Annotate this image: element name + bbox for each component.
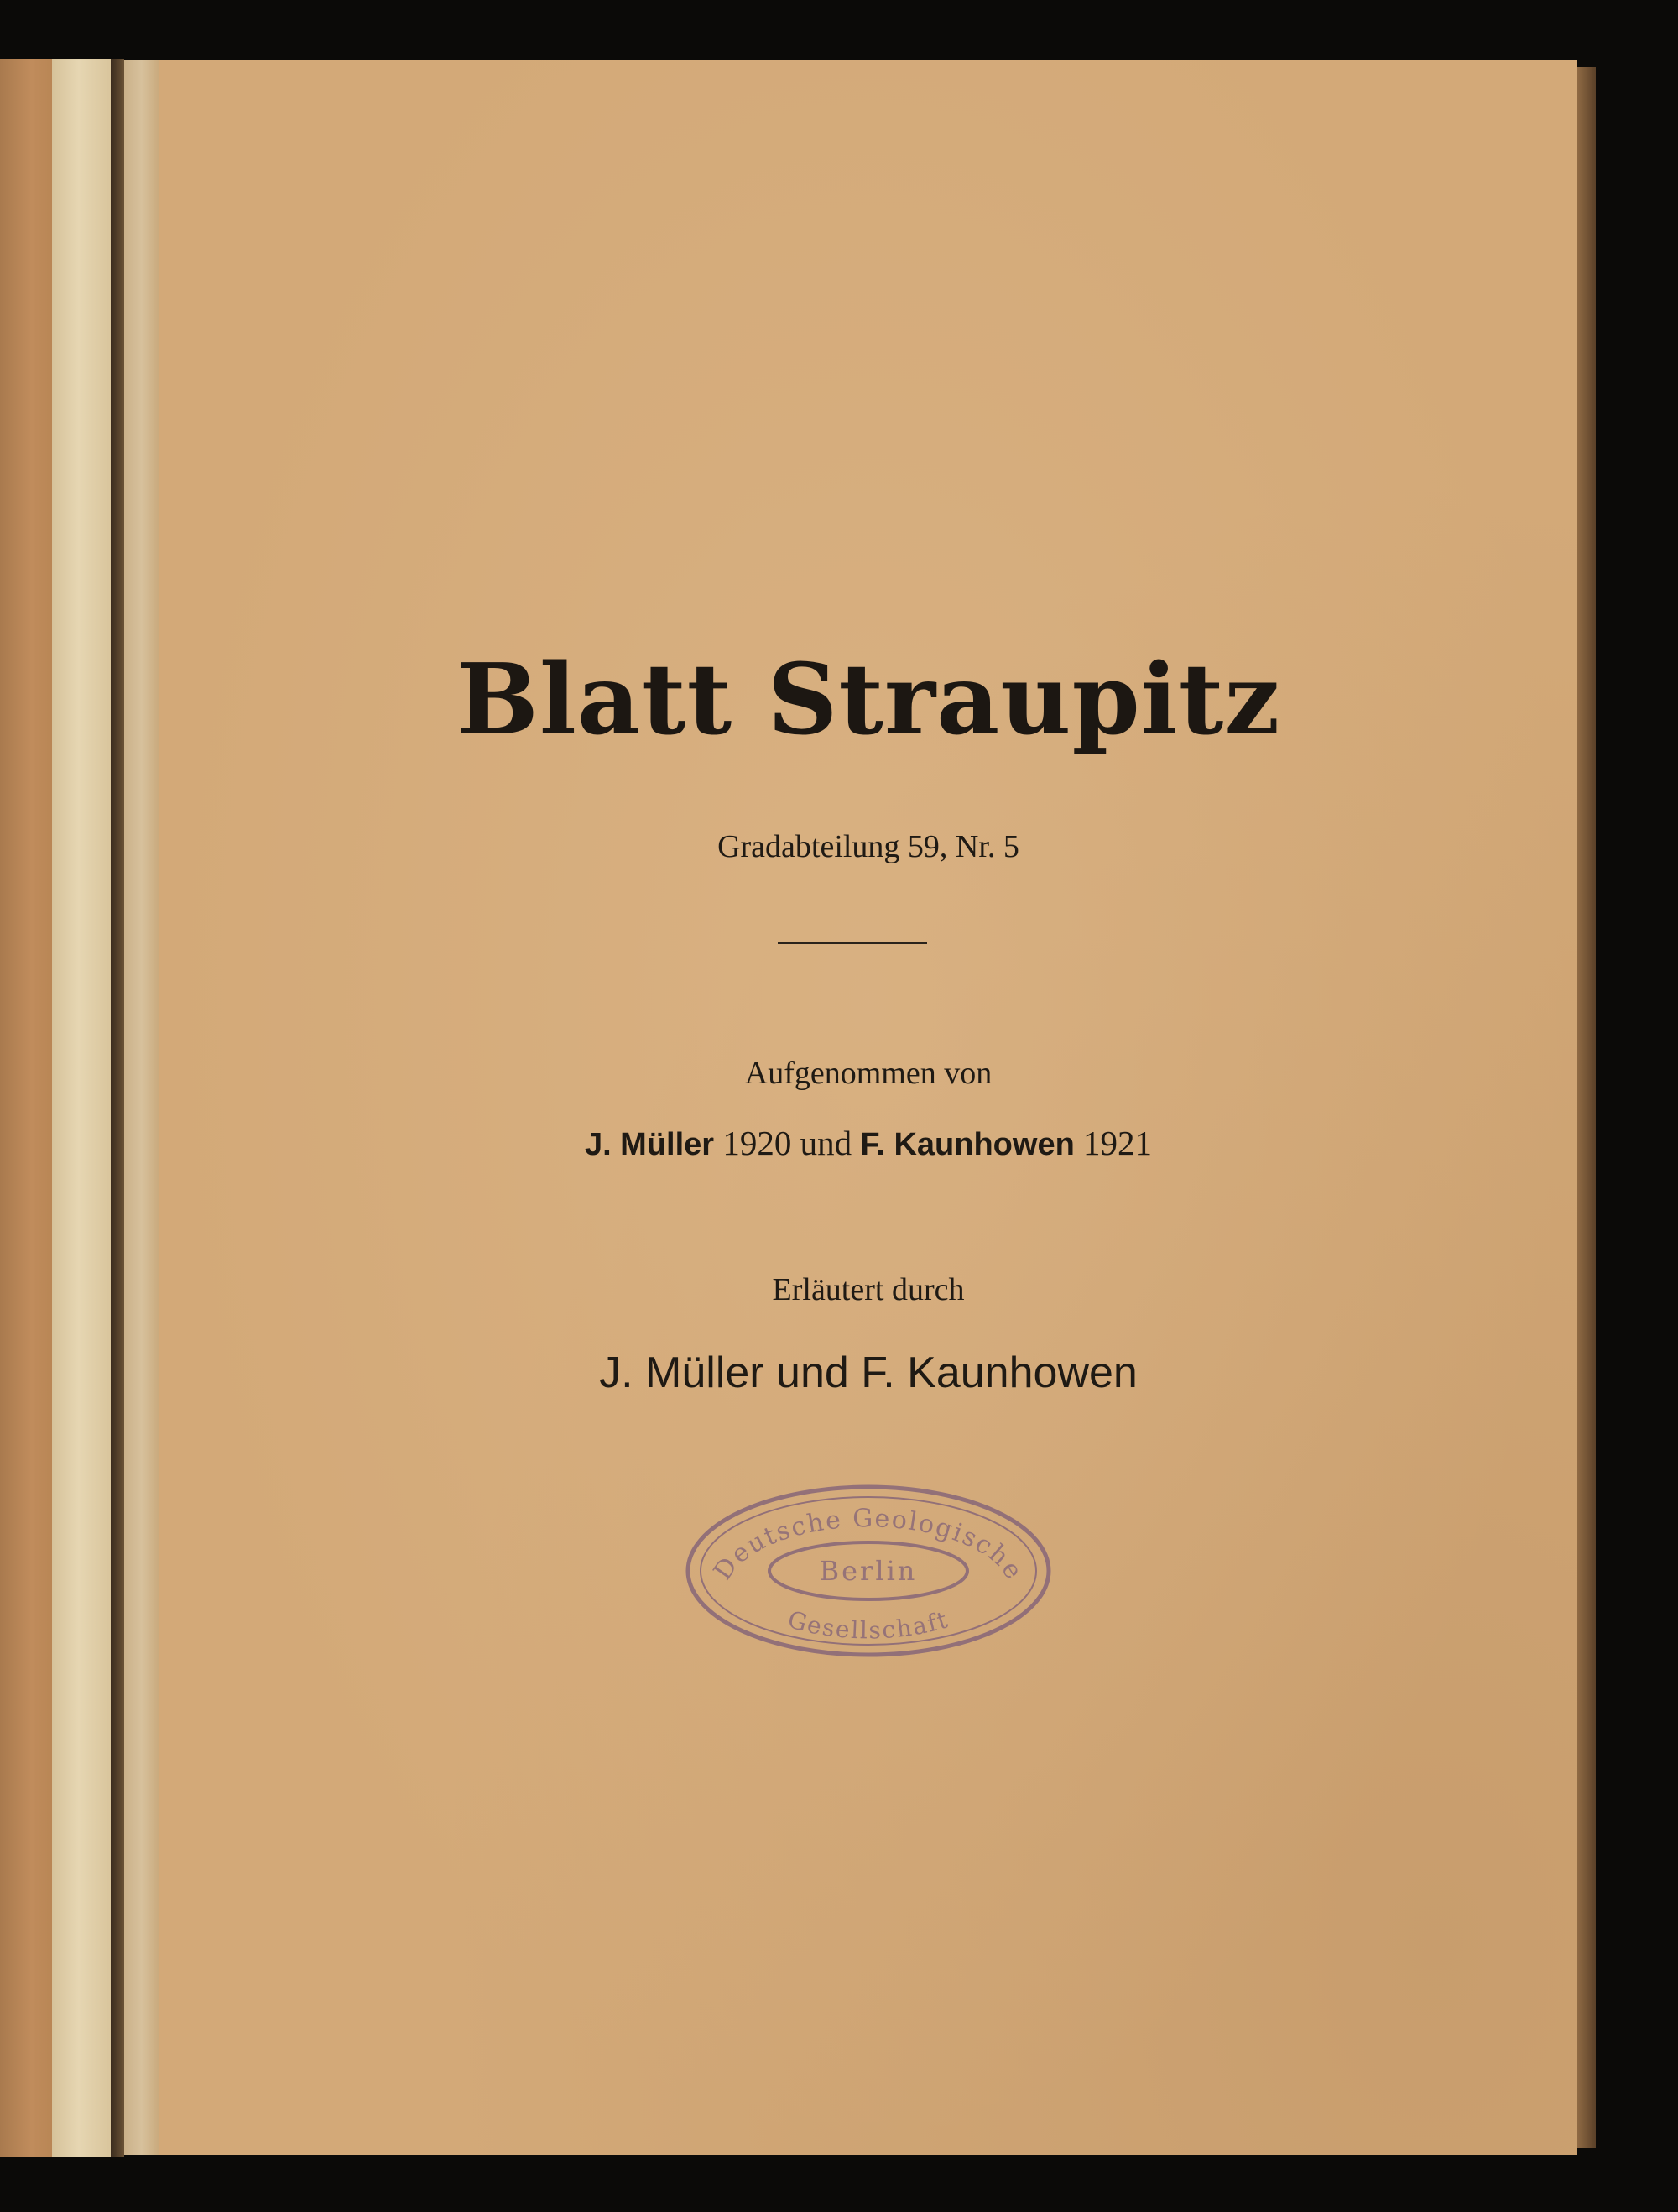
survey-year-1: 1920 <box>722 1124 792 1162</box>
conjunction: und <box>800 1124 852 1162</box>
surveyor-2: F. Kaunhowen <box>860 1127 1075 1162</box>
surveyors-line <box>159 1126 1577 1161</box>
subtitle: Gradabteilung 59, Nr. 5 <box>717 829 1019 864</box>
stamp-top-text: Deutsche Geologische <box>707 1504 1029 1586</box>
explained-label: Erläutert durch <box>772 1272 965 1307</box>
gutter-strip <box>52 59 113 2157</box>
title-page <box>159 60 1577 2155</box>
survey-year-2: 1921 <box>1083 1124 1153 1162</box>
library-stamp <box>680 1479 1057 1663</box>
facing-page-edge <box>0 59 52 2157</box>
divider-rule <box>778 942 927 944</box>
gutter-shadow <box>111 59 124 2157</box>
explainers-line: J. Müller und F. Kaunhowen <box>599 1349 1138 1397</box>
svg-text:Gesellschaft <box>784 1605 952 1644</box>
stamp-center-text: Berlin <box>819 1555 918 1587</box>
stamp-bottom-text: Gesellschaft <box>784 1605 952 1645</box>
binding-strip <box>124 60 159 2155</box>
page-title: Blatt Straupitz <box>456 643 1281 757</box>
surveyor-1: J. Müller <box>584 1127 715 1162</box>
page-edge <box>1577 67 1596 2148</box>
surveyed-label: Aufgenommen von <box>744 1056 993 1091</box>
